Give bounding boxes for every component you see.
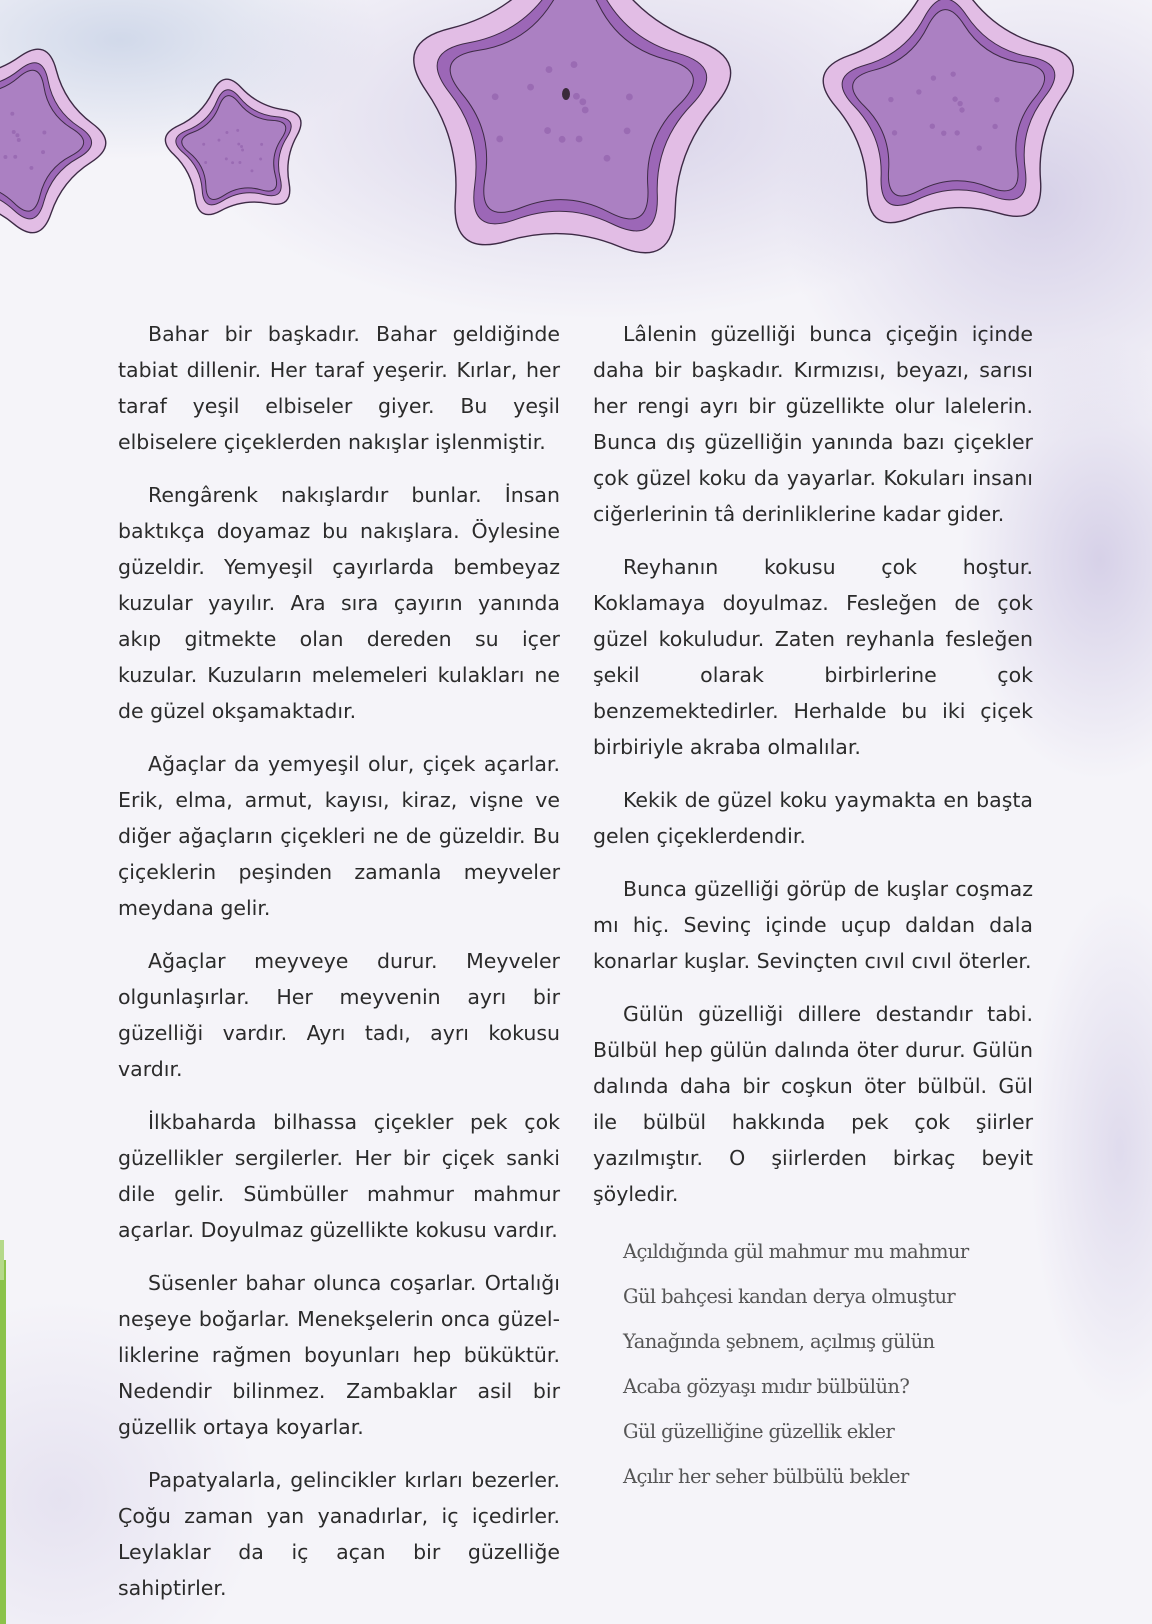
paragraph: Lâlenin güzelliği bunca çiçeğin içinde daha bir başkadır. Kırmızısı, beyazı, sarısı her rengi ayrı bir güzellikte olur lalelerin. Bunca dış güzelliğin yanında bazı çiçekler çok güzel koku da yayarlar. Kokuları insanı ciğerlerinin tâ derinliklerine kadar gider. <box>593 322 1033 526</box>
poem-line: Açılır her seher bülbülü bekler <box>623 1465 909 1488</box>
left-text-column <box>118 316 560 1623</box>
paragraph: İlkbaharda bilhassa çiçekler pek çok güzellikler sergilerler. Her bir çiçek sanki dile gelir. Sümbüller mahmur mahmur açarlar. Doyulmaz güzellikte kokusu vardır. <box>118 1110 560 1242</box>
poem-line: Gül bahçesi kandan derya olmuştur <box>623 1285 956 1308</box>
poem-line: Yanağında şebnem, açılmış gülün <box>623 1330 935 1353</box>
paragraph: Bahar bir başkadır. Bahar geldiğinde tabiat dillenir. Her taraf yeşerir. Kırlar, her taraf yeşil elbiseler giyer. Bu yeşil elbiselere çiçeklerden nakışlar işlenmiştir. <box>118 322 560 454</box>
paragraph: Bunca güzelliği görüp de kuşlar coşmaz mı hiç. Sevinç içinde uçup daldan dala konarlar kuşlar. Sevinçten cıvıl cıvıl öterler. <box>593 877 1033 973</box>
poem-line: Açıldığında gül mahmur mu mahmur <box>623 1240 969 1263</box>
paragraph: Papatyalarla, gelincikler kırları bezerler. Çoğu zaman yan yanadırlar, iç içedirler. Leylaklar da iç açan bir güzelliğe sahiptirler. <box>118 1468 560 1600</box>
paragraph: Kekik de güzel koku yaymakta en başta gelen çiçeklerdendir. <box>593 788 1033 848</box>
paragraph: Gülün güzelliği dillere destandır tabi. Bülbül hep gülün dalında öter durur. Gülün dalında daha bir coşkun öter bülbül. Gül ile bülbül hakkında pek çok şiirler yazılmıştır. O şiirlerden birkaç beyit şöyledir. <box>593 1002 1033 1206</box>
paragraph: Reyhanın kokusu çok hoştur. Koklamaya doyulmaz. Fesleğen de çok güzel kokuludur. Zaten reyhanla fesleğen şekil olarak birbirlerine çok benzemektedirler. Herhalde bu iki çiçek birbiriyle akraba olmalılar. <box>593 555 1033 759</box>
right-text-column <box>593 316 1033 1499</box>
poem <box>623 1229 1033 1499</box>
paragraph: Süsenler bahar olunca coşarlar. Ortalığı neşeye boğarlar. Menekşelerin onca güzelliklerine rağmen boyunları hep büküktür. Nedendir bilinmez. Zambaklar asil bir güzellik ortaya koyarlar. <box>118 1271 560 1439</box>
paragraph: Rengârenk nakışlardır bunlar. İnsan baktıkça doyamaz bu nakışlara. Öylesine güzeldir. Yemyeşil çayırlarda bembeyaz kuzular yayılır. Ara sıra çayırın yanında akıp gitmekte olan dereden su içer kuzular. Kuzuların melemeleri kulakları ne de güzel okşamaktadır. <box>118 483 560 723</box>
paragraph: Ağaçlar da yemyeşil olur, çiçek açarlar. Erik, elma, armut, kayısı, kiraz, vişne ve diğer ağaçların çiçekleri ne de güzeldir. Bu çiçeklerin peşinden zamanla meyveler meydana gelir. <box>118 752 560 920</box>
grass-strip <box>0 1260 6 1624</box>
poem-line: Gül güzelliğine güzellik ekler <box>623 1420 895 1443</box>
poem-line: Acaba gözyaşı mıdır bülbülün? <box>623 1375 910 1398</box>
paragraph: Ağaçlar meyveye durur. Meyveler olgunlaşırlar. Her meyvenin ayrı bir güzelliği vardır. Ayrı tadı, ayrı kokusu vardır. <box>118 949 560 1081</box>
